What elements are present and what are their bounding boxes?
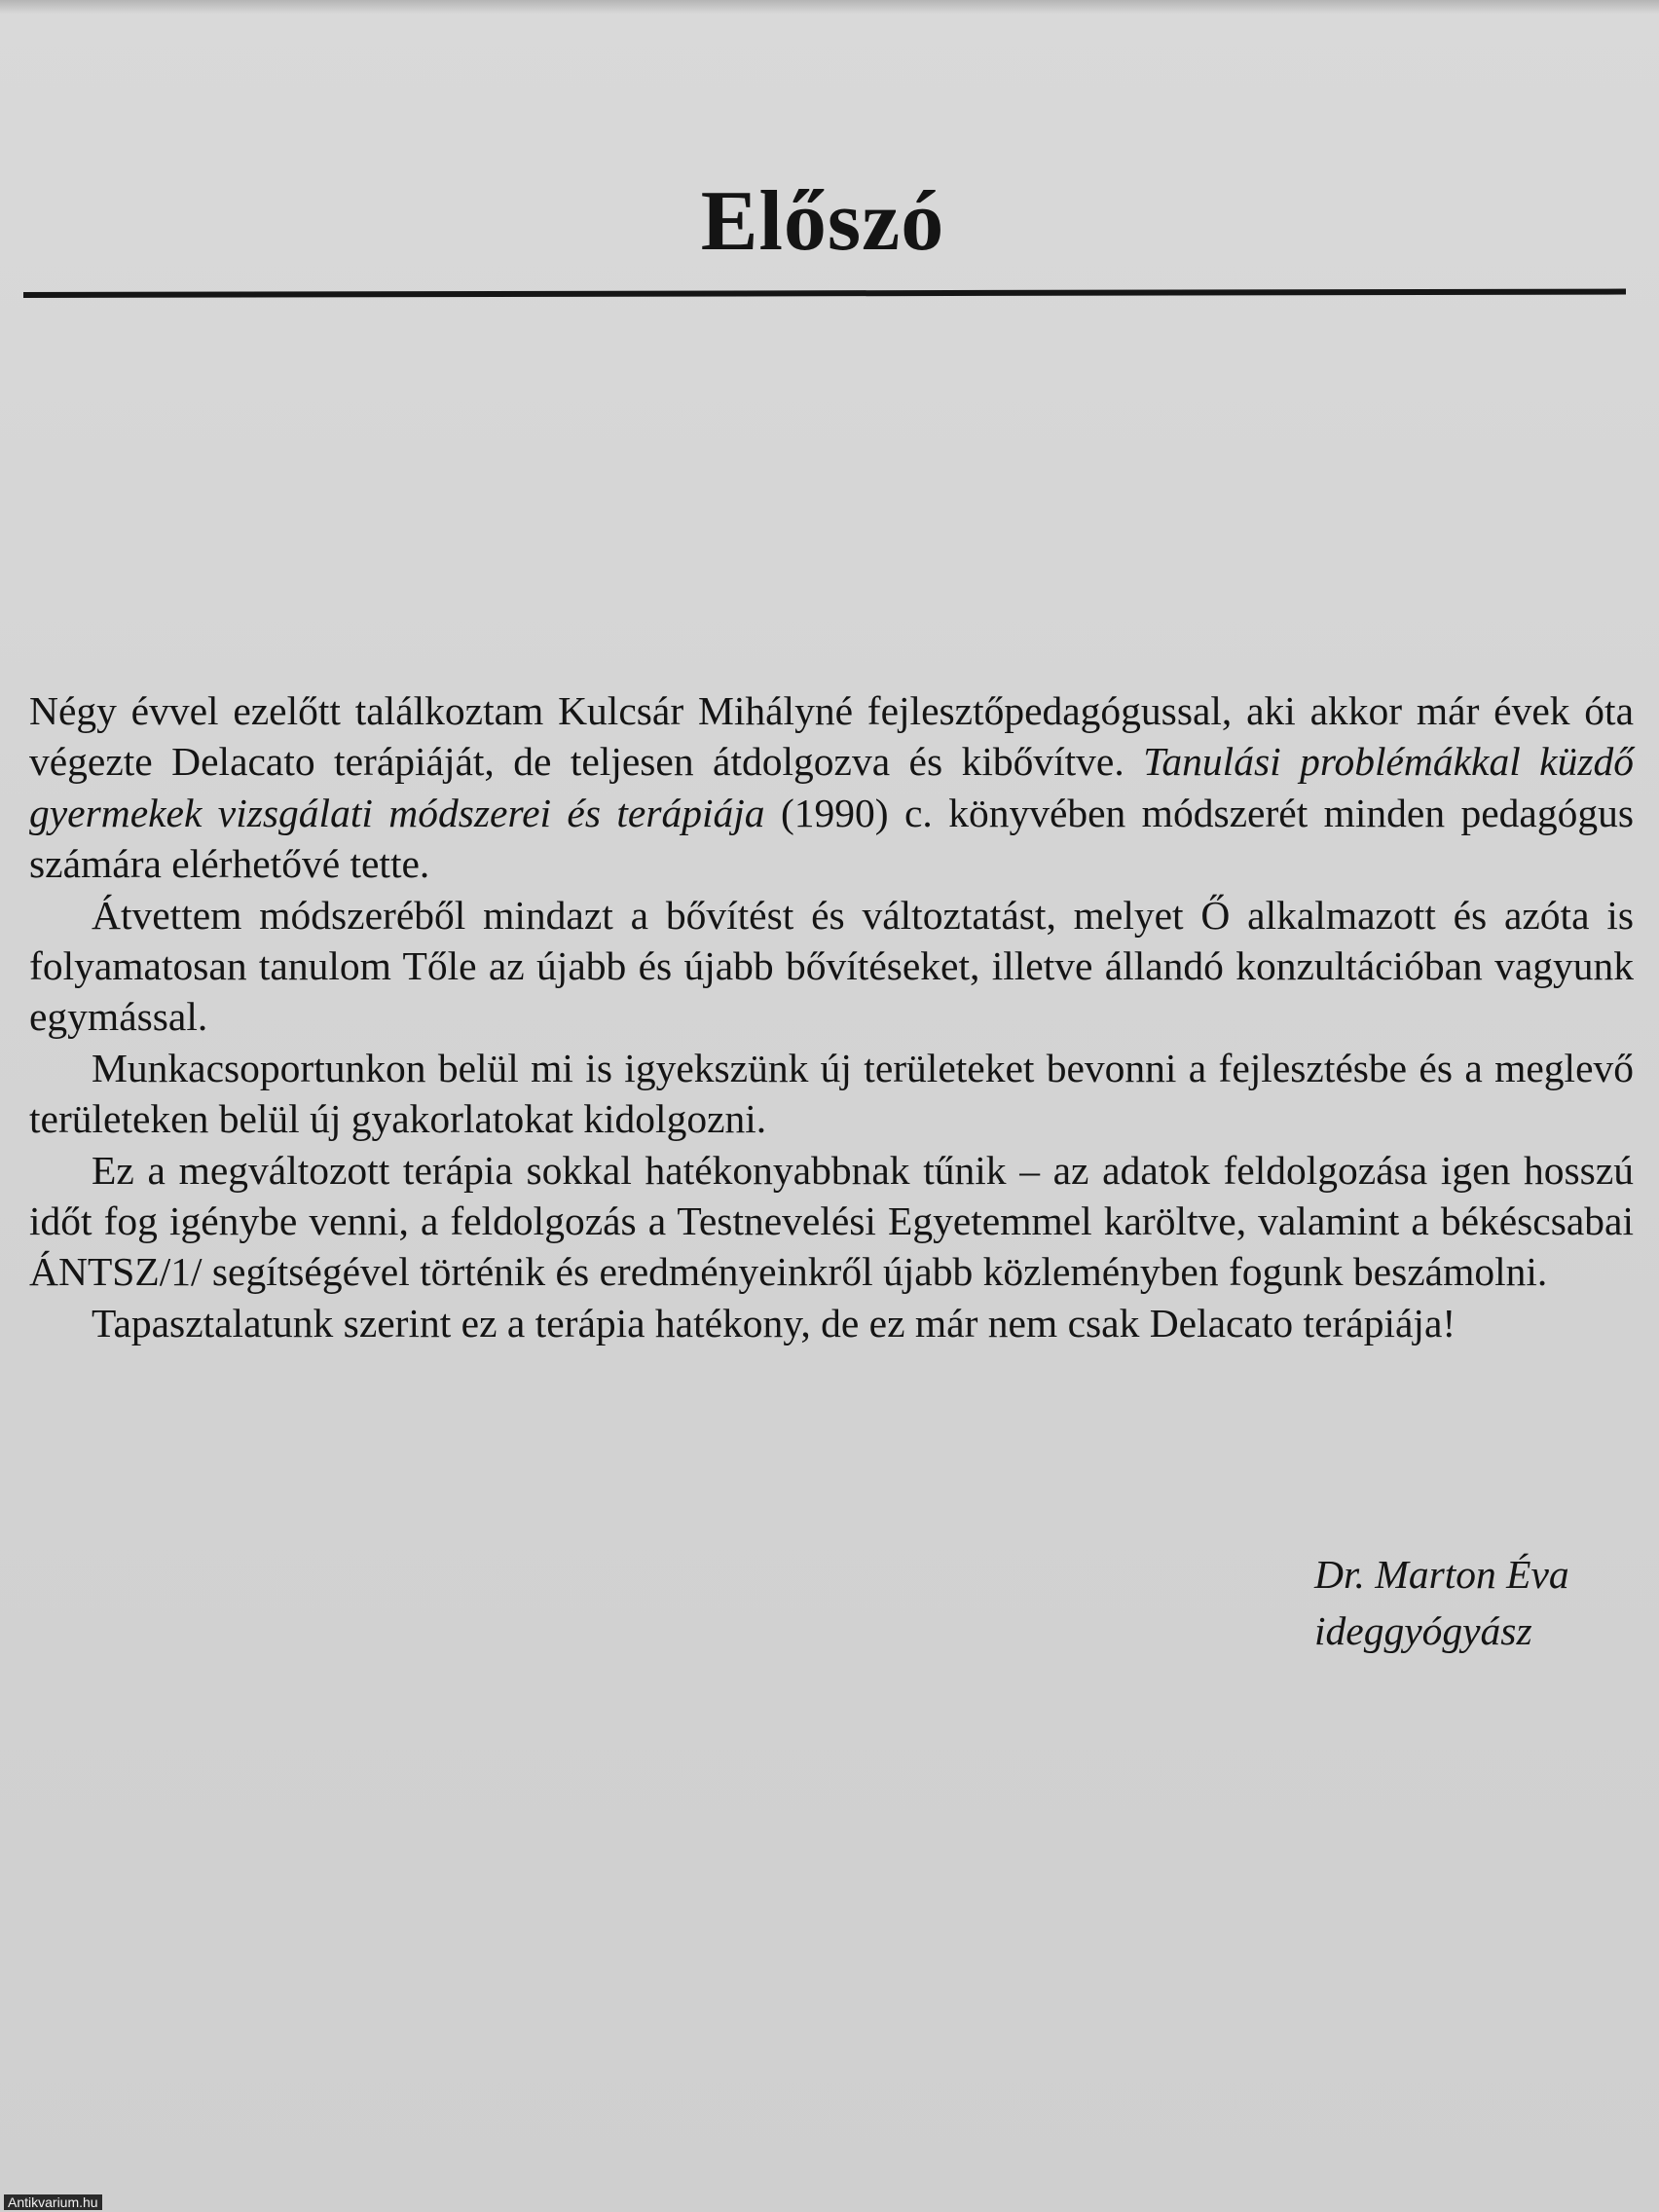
paragraph-1-text-before: Négy évvel ezelőtt találkoztam Kulcsár Mihályné fejlesztőpedagógussal, aki akkor már évek óta végezte Delacato terápiáját, de teljesen átdolgozva és kibővítve. <box>29 688 1634 785</box>
signature-role: ideggyógyász <box>1314 1608 1532 1653</box>
page-title: Előszó <box>700 174 945 269</box>
paragraph-3: Munkacsoportunkon belül mi is igyekszünk új területeket bevonni a fejlesztésbe és a meglevő területeken belül új gyakorlatokat kidolgozni. <box>29 1045 1634 1142</box>
signature-block <box>1314 1546 1636 1659</box>
paragraph-5: Tapasztalatunk szerint ez a terápia hatékony, de ez már nem csak Delacato terápiája! <box>92 1300 1456 1346</box>
body-text <box>29 685 1634 1348</box>
title-rule <box>23 289 1626 298</box>
paragraph-1-text-after: (1990) c. könyvében módszerét minden pedagógus számára elérhetővé tette. <box>29 790 1634 887</box>
page-top-edge <box>0 0 1659 14</box>
watermark: Antikvarium.hu <box>4 2194 102 2210</box>
paragraph-1 <box>29 685 1634 890</box>
paragraph-4: Ez a megváltozott terápia sokkal hatékonyabbnak tűnik – az adatok feldolgozása igen hosszú időt fog igénybe venni, a feldolgozás a Testnevelési Egyetemmel karöltve, valamint a békéscsabai ÁNTSZ/1/ segítségével történik és eredményeinkről újabb közleményben fogunk beszámolni. <box>29 1147 1634 1295</box>
paragraph-2: Átvettem módszeréből mindazt a bővítést és változtatást, melyet Ő alkalmazott és azóta is folyamatosan tanulom Tőle az újabb és újabb bővítéseket, illetve állandó konzultációban vagyunk egymással. <box>29 892 1634 1040</box>
book-title-reference: Tanulási problémákkal küzdő gyermekek vizsgálati módszerei és terápiája <box>29 739 1634 835</box>
signature-name: Dr. Marton Éva <box>1314 1552 1569 1597</box>
